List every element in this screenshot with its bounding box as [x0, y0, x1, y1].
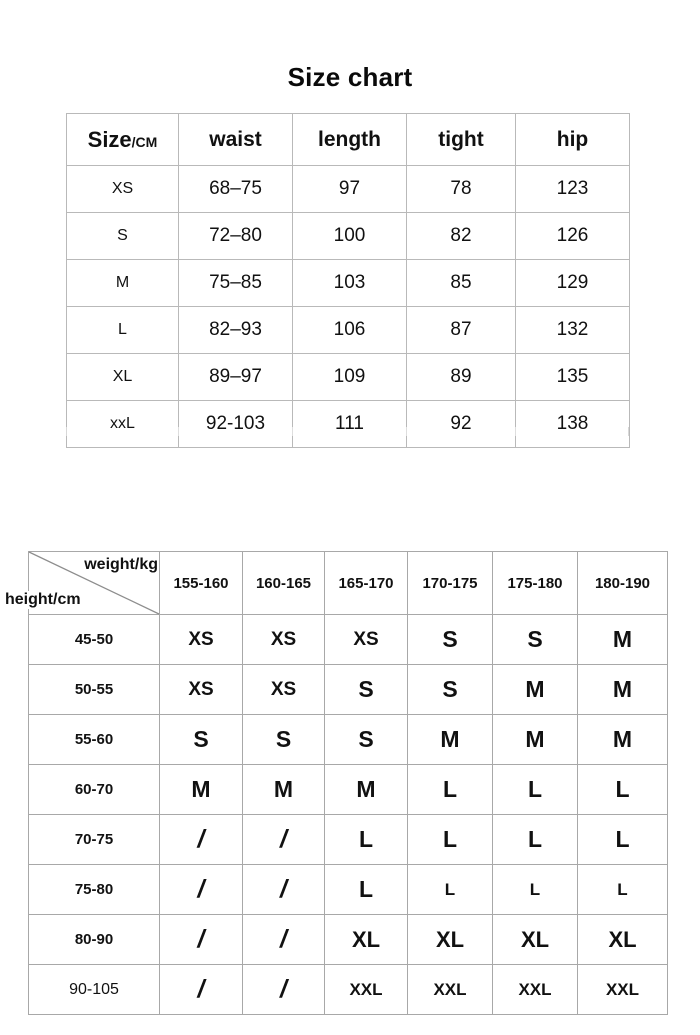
cell-hip: 135 — [516, 354, 630, 401]
matrix-cell: L — [578, 865, 668, 915]
matrix-cell: XL — [578, 915, 668, 965]
cell-length: 109 — [293, 354, 407, 401]
column-header-165-170: 165-170 — [325, 552, 408, 615]
axis-label-height: height/cm — [5, 591, 81, 608]
matrix-cell: XS — [160, 665, 243, 715]
axis-corner-cell — [5, 552, 160, 615]
matrix-cell: XXL — [578, 965, 668, 1015]
row-header-weight-range: 80-90 — [29, 915, 160, 965]
cell-length: 97 — [293, 166, 407, 213]
matrix-cell: L — [408, 765, 493, 815]
table-row — [29, 815, 668, 865]
table-row — [67, 354, 630, 401]
grid-line — [178, 427, 179, 436]
matrix-cell: L — [408, 815, 493, 865]
matrix-cell: L — [493, 815, 578, 865]
cell-hip: 129 — [516, 260, 630, 307]
matrix-cell: M — [578, 665, 668, 715]
column-header-size — [67, 114, 179, 166]
column-header-170-175: 170-175 — [408, 552, 493, 615]
row-header-weight-range: 45-50 — [29, 615, 160, 665]
matrix-cell-empty: / — [243, 965, 325, 1015]
row-header-weight-range: 60-70 — [29, 765, 160, 815]
table-row — [29, 865, 668, 915]
table-row — [29, 665, 668, 715]
table-row — [29, 715, 668, 765]
matrix-cell: S — [408, 665, 493, 715]
cell-length: 103 — [293, 260, 407, 307]
table-row — [29, 965, 668, 1015]
column-header-unit-label: /CM — [131, 133, 158, 150]
table-row — [67, 307, 630, 354]
table-row — [29, 765, 668, 815]
matrix-cell: M — [408, 715, 493, 765]
matrix-cell: S — [160, 715, 243, 765]
matrix-cell: XS — [325, 615, 408, 665]
table-row — [67, 213, 630, 260]
matrix-cell: L — [578, 815, 668, 865]
cell-hip: 123 — [516, 166, 630, 213]
matrix-cell: L — [578, 765, 668, 815]
cell-waist: 89–97 — [179, 354, 293, 401]
matrix-cell: L — [408, 865, 493, 915]
matrix-cell: M — [578, 715, 668, 765]
row-header-weight-range: 55-60 — [29, 715, 160, 765]
cell-length: 100 — [293, 213, 407, 260]
column-header-size-label: Size — [87, 126, 132, 152]
matrix-cell-empty: / — [160, 865, 243, 915]
cell-size: XS — [67, 166, 179, 213]
column-header-160-165: 160-165 — [243, 552, 325, 615]
matrix-cell: XS — [160, 615, 243, 665]
row-header-weight-range: 75-80 — [29, 865, 160, 915]
column-header-waist: waist — [179, 114, 293, 166]
matrix-cell: M — [493, 665, 578, 715]
cell-tight: 82 — [407, 213, 516, 260]
column-header-hip: hip — [516, 114, 630, 166]
matrix-cell: S — [243, 715, 325, 765]
grid-line — [515, 427, 516, 436]
matrix-cell: XL — [325, 915, 408, 965]
matrix-cell-empty: / — [160, 815, 243, 865]
axis-label-weight: weight/kg — [84, 556, 158, 573]
matrix-cell: M — [160, 765, 243, 815]
size-chart-table-truncated-row — [66, 427, 629, 436]
matrix-cell: L — [493, 765, 578, 815]
table-header-row — [67, 114, 630, 166]
cell-waist: 82–93 — [179, 307, 293, 354]
cell-waist: 68–75 — [179, 166, 293, 213]
matrix-cell: L — [325, 815, 408, 865]
cell-length: 111 — [293, 401, 407, 448]
matrix-cell: S — [408, 615, 493, 665]
matrix-cell: XL — [408, 915, 493, 965]
cell-waist: 75–85 — [179, 260, 293, 307]
row-header-weight-range: 70-75 — [29, 815, 160, 865]
cell-hip: 138 — [516, 401, 630, 448]
matrix-cell: L — [493, 865, 578, 915]
matrix-cell: M — [493, 715, 578, 765]
cell-waist: 72–80 — [179, 213, 293, 260]
matrix-cell: M — [325, 765, 408, 815]
table-header-row — [29, 552, 668, 615]
matrix-cell: S — [325, 715, 408, 765]
column-header-175-180: 175-180 — [493, 552, 578, 615]
size-chart-table — [66, 113, 630, 448]
cell-length: 106 — [293, 307, 407, 354]
matrix-cell: M — [578, 615, 668, 665]
matrix-cell: S — [325, 665, 408, 715]
size-chart-table-container — [66, 113, 629, 448]
cell-tight: 78 — [407, 166, 516, 213]
cell-tight: 89 — [407, 354, 516, 401]
height-weight-matrix-table — [5, 551, 668, 1015]
cell-size: M — [67, 260, 179, 307]
cell-tight: 87 — [407, 307, 516, 354]
column-header-tight: tight — [407, 114, 516, 166]
matrix-cell: XS — [243, 615, 325, 665]
matrix-cell-empty: / — [160, 915, 243, 965]
table-row — [29, 615, 668, 665]
matrix-cell: L — [325, 865, 408, 915]
cell-size: XL — [67, 354, 179, 401]
cell-size: xxL — [67, 401, 179, 448]
column-header-155-160: 155-160 — [160, 552, 243, 615]
table-row — [67, 401, 630, 448]
cell-waist: 92-103 — [179, 401, 293, 448]
cell-hip: 132 — [516, 307, 630, 354]
height-weight-matrix-container — [5, 551, 667, 1015]
matrix-cell: XXL — [325, 965, 408, 1015]
grid-line — [406, 427, 407, 436]
row-header-weight-range: 50-55 — [29, 665, 160, 715]
matrix-cell: S — [493, 615, 578, 665]
matrix-cell: XL — [493, 915, 578, 965]
matrix-cell-empty: / — [243, 915, 325, 965]
cell-hip: 126 — [516, 213, 630, 260]
cell-tight: 85 — [407, 260, 516, 307]
cell-size: L — [67, 307, 179, 354]
matrix-cell: XXL — [493, 965, 578, 1015]
row-header-weight-range: 90-105 — [29, 965, 160, 1015]
cell-size: S — [67, 213, 179, 260]
column-header-180-190: 180-190 — [578, 552, 668, 615]
page-title: Size chart — [287, 62, 413, 92]
grid-line — [292, 427, 293, 436]
matrix-cell: XS — [243, 665, 325, 715]
matrix-cell: XXL — [408, 965, 493, 1015]
table-row — [29, 915, 668, 965]
table-row — [67, 260, 630, 307]
matrix-cell-empty: / — [160, 965, 243, 1015]
matrix-cell: M — [243, 765, 325, 815]
cell-tight: 92 — [407, 401, 516, 448]
table-row — [67, 166, 630, 213]
matrix-cell-empty: / — [243, 815, 325, 865]
column-header-length: length — [293, 114, 407, 166]
matrix-cell-empty: / — [243, 865, 325, 915]
